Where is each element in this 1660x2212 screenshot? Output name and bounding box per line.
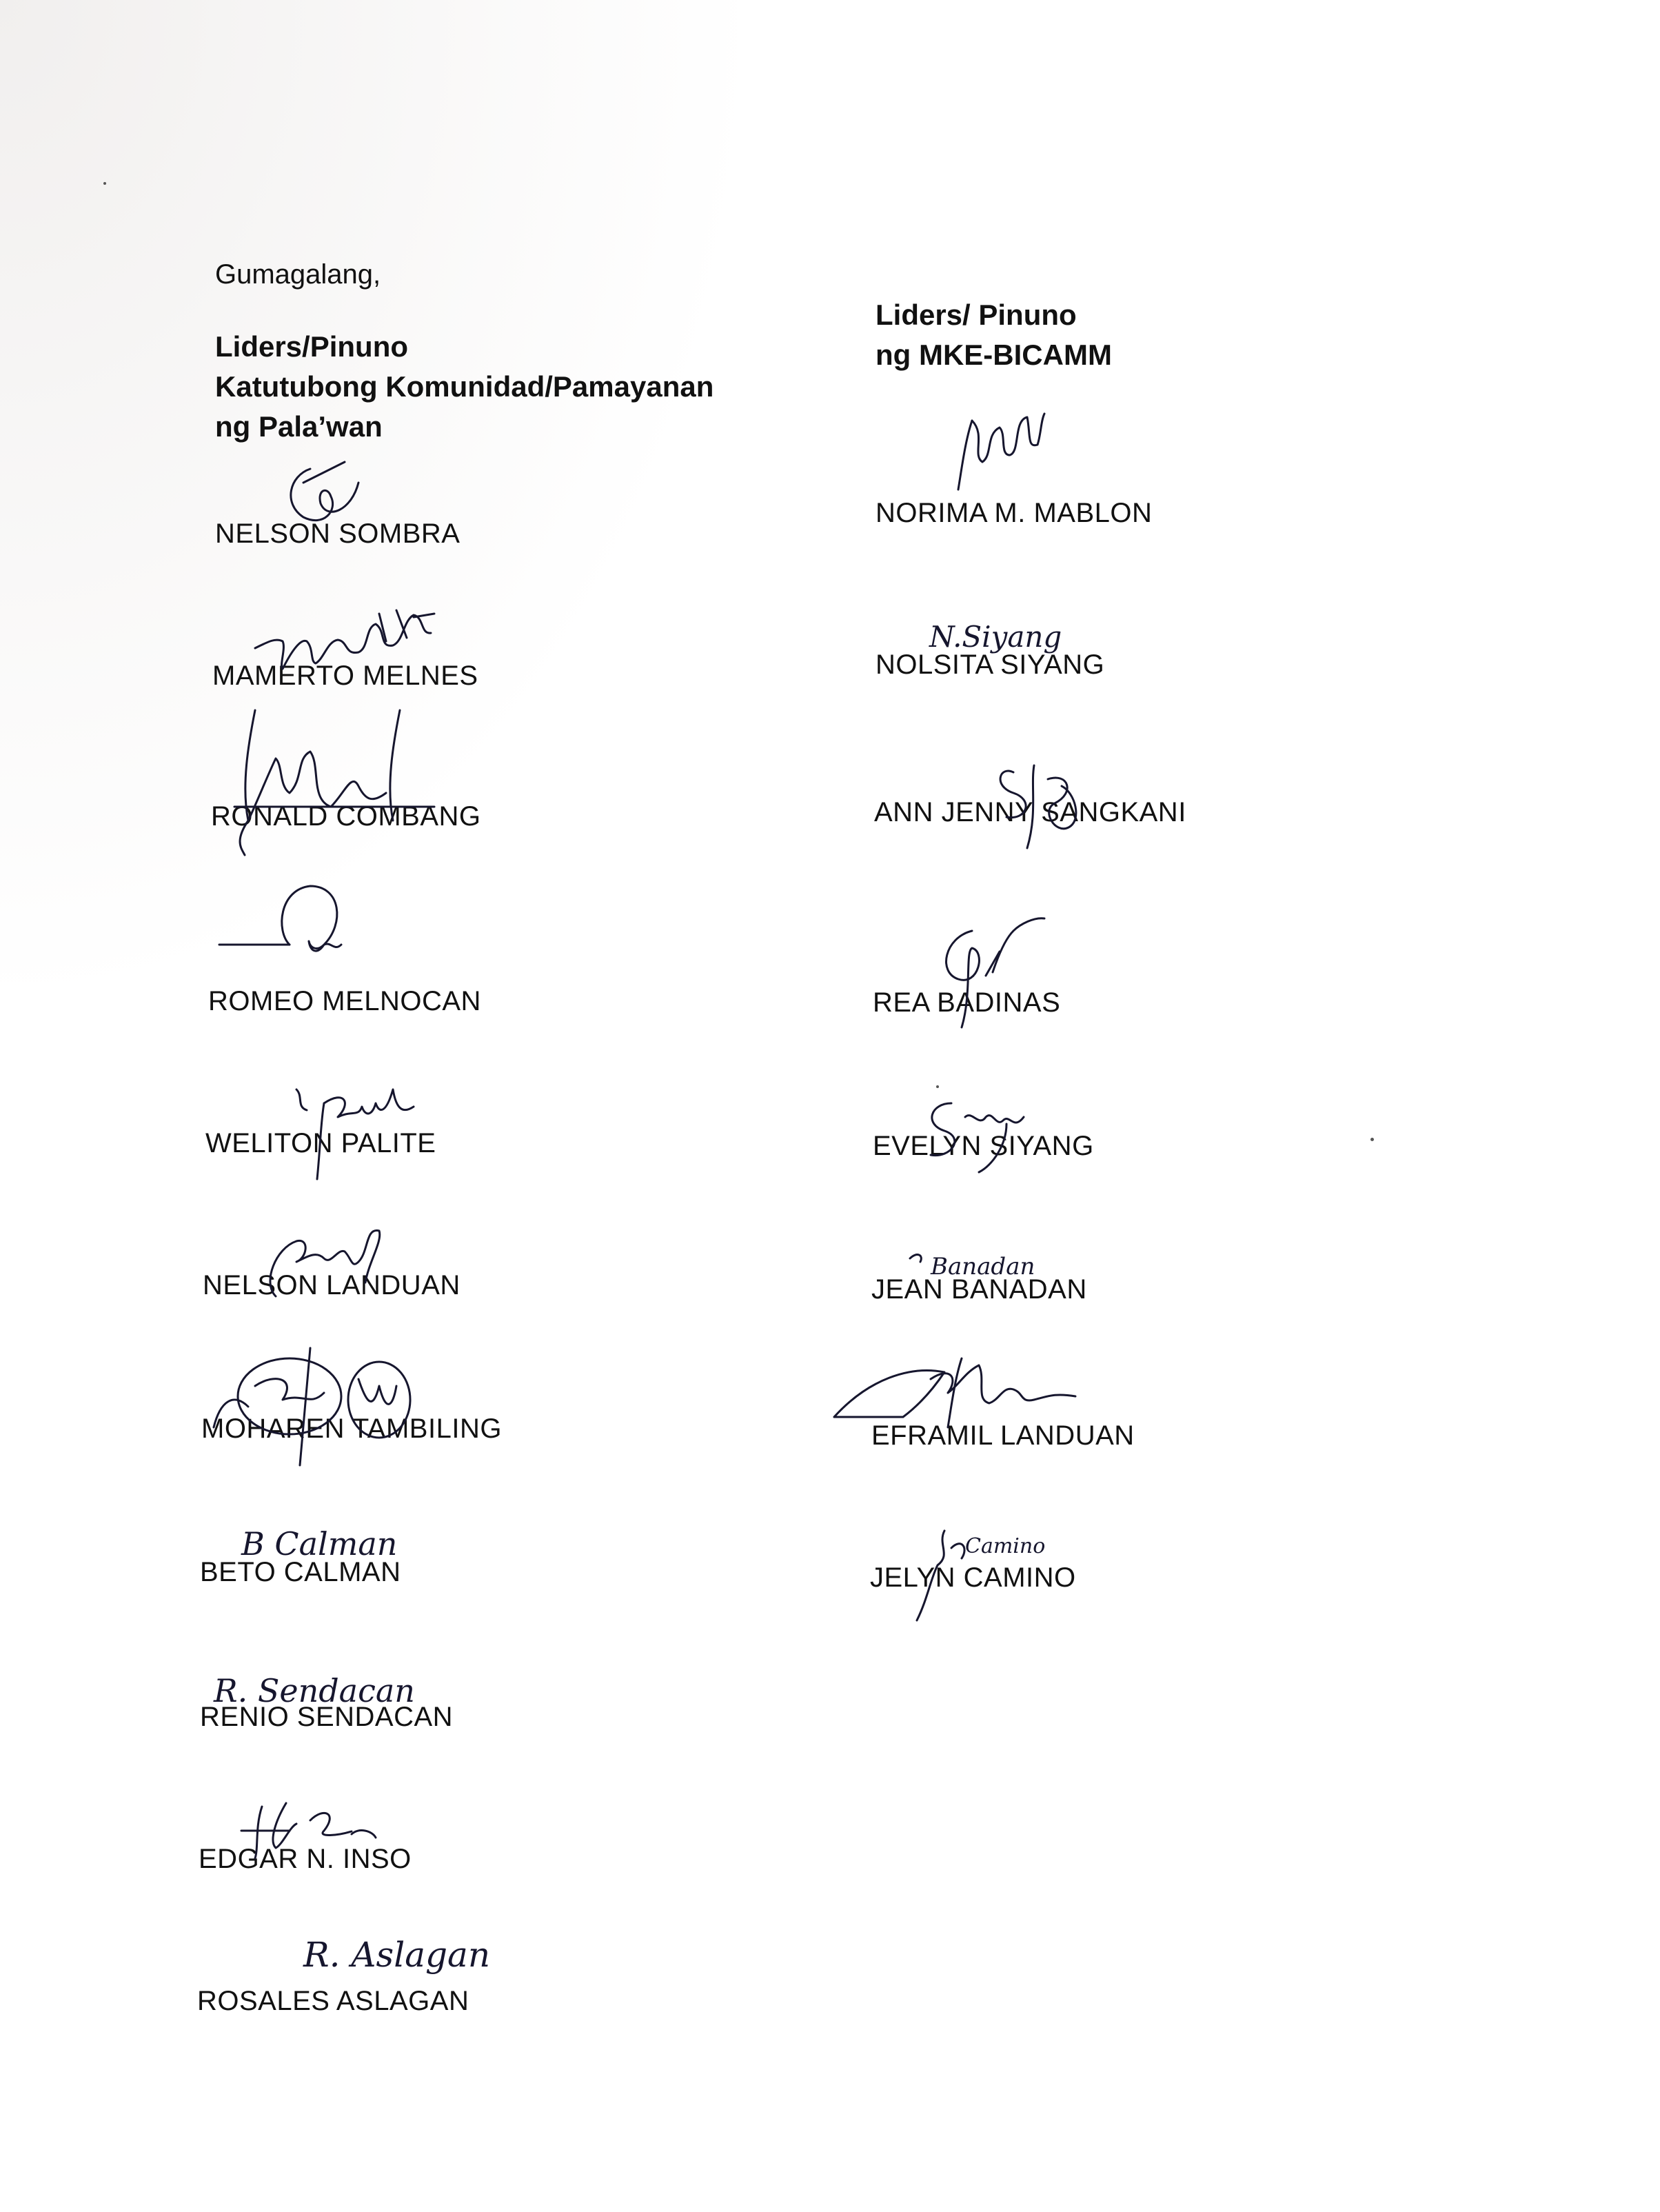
signature-rosales-aslagan <box>296 1924 531 1993</box>
left-heading-line-1: Liders/Pinuno <box>215 330 409 363</box>
closing-salutation: Gumagalang, <box>215 259 381 290</box>
signatory-name: EFRAMIL LANDUAN <box>871 1420 1135 1451</box>
scan-speck <box>1370 1138 1374 1141</box>
svg-text:R. Sendacan: R. Sendacan <box>214 1672 415 1709</box>
signatory-name: MAMERTO MELNES <box>212 661 478 691</box>
svg-text:N.Siyang: N.Siyang <box>929 620 1062 654</box>
signature-norima-mablon <box>944 407 1055 496</box>
scan-speck <box>936 1085 939 1088</box>
signatory-name: REA BADINAS <box>873 987 1061 1018</box>
signatory-name: RONALD COMBANG <box>211 801 481 832</box>
signatory-name: NELSON LANDUAN <box>203 1270 460 1300</box>
signature-moharen-tambiling <box>207 1345 427 1469</box>
signatory-name: EVELYN SIYANG <box>873 1131 1094 1161</box>
left-heading-line-2: Katutubong Komunidad/Pamayanan <box>215 370 714 403</box>
signatory-name: RENIO SENDACAN <box>200 1702 454 1732</box>
svg-text:B Calman: B Calman <box>241 1525 398 1562</box>
right-heading-line-2: ng MKE-BICAMM <box>875 339 1112 371</box>
signatory-name: BETO CALMAN <box>200 1557 401 1587</box>
signatory-name: NELSON SOMBRA <box>215 519 460 549</box>
svg-text:Banadan: Banadan <box>931 1253 1035 1280</box>
svg-text:R. Aslagan: R. Aslagan <box>303 1935 491 1975</box>
left-heading-line-3: ng Pala’wan <box>215 410 383 443</box>
signatory-name: EDGAR N. INSO <box>199 1844 412 1874</box>
signature-ronald-combang <box>227 703 448 862</box>
scan-speck <box>103 182 106 185</box>
right-heading-line-1: Liders/ Pinuno <box>875 299 1077 331</box>
signatory-name: ROSALES ASLAGAN <box>197 1986 469 2016</box>
left-group-heading <box>215 327 713 447</box>
signatory-name: JEAN BANADAN <box>871 1274 1087 1305</box>
signature-romeo-melnocan <box>214 876 365 986</box>
signatory-name: NORIMA M. MABLON <box>875 498 1153 528</box>
signatory-name: NOLSITA SIYANG <box>875 650 1105 680</box>
svg-text:Camino: Camino <box>965 1534 1046 1558</box>
right-group-heading <box>875 295 1112 375</box>
signatory-name: ROMEO MELNOCAN <box>208 986 481 1016</box>
signatory-name: WELITON PALITE <box>205 1128 436 1158</box>
signatory-name: ANN JENNY SANGKANI <box>874 797 1186 827</box>
signatory-name: JELYN CAMINO <box>870 1562 1076 1593</box>
signatory-name: MOHAREN TAMBILING <box>201 1414 502 1444</box>
